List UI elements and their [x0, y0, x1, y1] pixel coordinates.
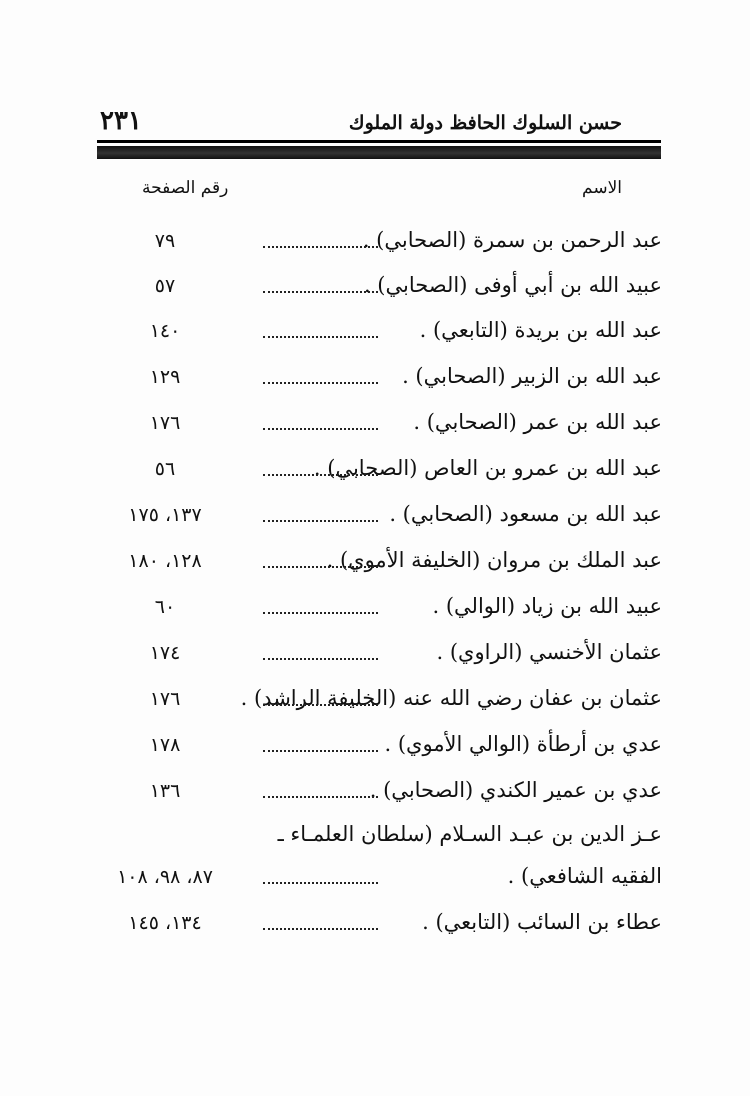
- entry-pages: ٧٩: [154, 230, 176, 252]
- entry-name: عبد الله بن عمرو بن العاص (الصحابي) .: [313, 456, 662, 480]
- entry-name: عدي بن عمير الكندي (الصحابي) .: [369, 778, 662, 802]
- dot-leader: [263, 246, 378, 248]
- index-entry: [100, 594, 662, 624]
- index-entry: [100, 410, 662, 440]
- entry-pages: ٥٧: [154, 275, 176, 297]
- index-entry: [100, 686, 662, 716]
- dot-leader: [263, 796, 378, 798]
- index-entry: [100, 640, 662, 670]
- entry-name: عبيد الله بن زياد (الوالي) .: [432, 594, 662, 618]
- entry-name: عدي بن أرطأة (الوالي الأموي) .: [384, 732, 662, 756]
- entry-pages: ١٢٩: [149, 366, 181, 388]
- entry-name: عبد الله بن عمر (الصحابي) .: [413, 410, 662, 434]
- dot-leader: [263, 566, 378, 568]
- entry-name: عبد الله بن بريدة (التابعي) .: [419, 318, 662, 342]
- entry-pages: ١٢٨، ١٨٠: [128, 550, 202, 572]
- header-rule-thin: [97, 140, 661, 143]
- page-number: ٢٣١: [100, 106, 142, 136]
- entry-name: عبد الله بن الزبير (الصحابي) .: [402, 364, 662, 388]
- dot-leader: [263, 658, 378, 660]
- dot-leader: [263, 882, 378, 884]
- index-entry: [100, 456, 662, 486]
- entry-name: الفقيه الشافعي) .: [507, 864, 662, 888]
- index-entry: [100, 364, 662, 394]
- column-header-page: رقم الصفحة: [142, 178, 229, 198]
- dot-leader: [263, 382, 378, 384]
- dot-leader: [263, 291, 378, 293]
- entry-name: عبد الله بن مسعود (الصحابي) .: [389, 502, 662, 526]
- dot-leader: [263, 750, 378, 752]
- index-entry: [100, 228, 662, 258]
- entry-pages: ٥٦: [154, 458, 176, 480]
- index-entry: [100, 502, 662, 532]
- dot-leader: [263, 520, 378, 522]
- entry-name: عبد الرحمن بن سمرة (الصحابي) .: [362, 228, 662, 252]
- dot-leader: [263, 612, 378, 614]
- entry-pages: ١٣٧، ١٧٥: [128, 504, 202, 526]
- dot-leader: [263, 704, 378, 706]
- entry-pages: ١٣٦: [149, 780, 181, 802]
- entry-name: عطاء بن السائب (التابعي) .: [422, 910, 662, 934]
- entry-name: عثمان بن عفان رضي الله عنه (الخليفة الراشد) .: [240, 686, 662, 710]
- dot-leader: [263, 928, 378, 930]
- dot-leader: [263, 474, 378, 476]
- index-entry: [100, 273, 662, 303]
- entry-pages: ١٧٤: [149, 642, 181, 664]
- index-entry: [100, 732, 662, 762]
- entry-pages: ١٧٦: [149, 412, 181, 434]
- header-rule-thick: [97, 146, 661, 159]
- column-header-name: الاسم: [582, 178, 622, 198]
- entry-pages: ١٣٤، ١٤٥: [128, 912, 202, 934]
- index-entry: [100, 864, 662, 894]
- dot-leader: [263, 428, 378, 430]
- entry-name: عبيد الله بن أبي أوفى (الصحابي) .: [363, 273, 662, 297]
- entry-name: عثمان الأخنسي (الراوي) .: [436, 640, 662, 664]
- entry-pages: ١٧٨: [149, 734, 181, 756]
- index-entry: [100, 822, 662, 852]
- entry-pages: ١٤٠: [149, 320, 181, 342]
- running-header-title: حسن السلوك الحافظ دولة الملوك: [348, 112, 622, 134]
- entry-name: عـز الدين بن عبـد السـلام (سلطان العلمـاء ـ: [277, 822, 662, 846]
- entry-pages: ٦٠: [154, 596, 176, 618]
- entry-pages: ٨٧، ٩٨، ١٠٨: [117, 866, 213, 888]
- entry-pages: ١٧٦: [149, 688, 181, 710]
- index-entry: [100, 318, 662, 348]
- entry-name: عبد الملك بن مروان (الخليفة الأموي) .: [326, 548, 662, 572]
- dot-leader: [263, 336, 378, 338]
- index-entry: [100, 910, 662, 940]
- index-entry: [100, 778, 662, 808]
- index-entry: [100, 548, 662, 578]
